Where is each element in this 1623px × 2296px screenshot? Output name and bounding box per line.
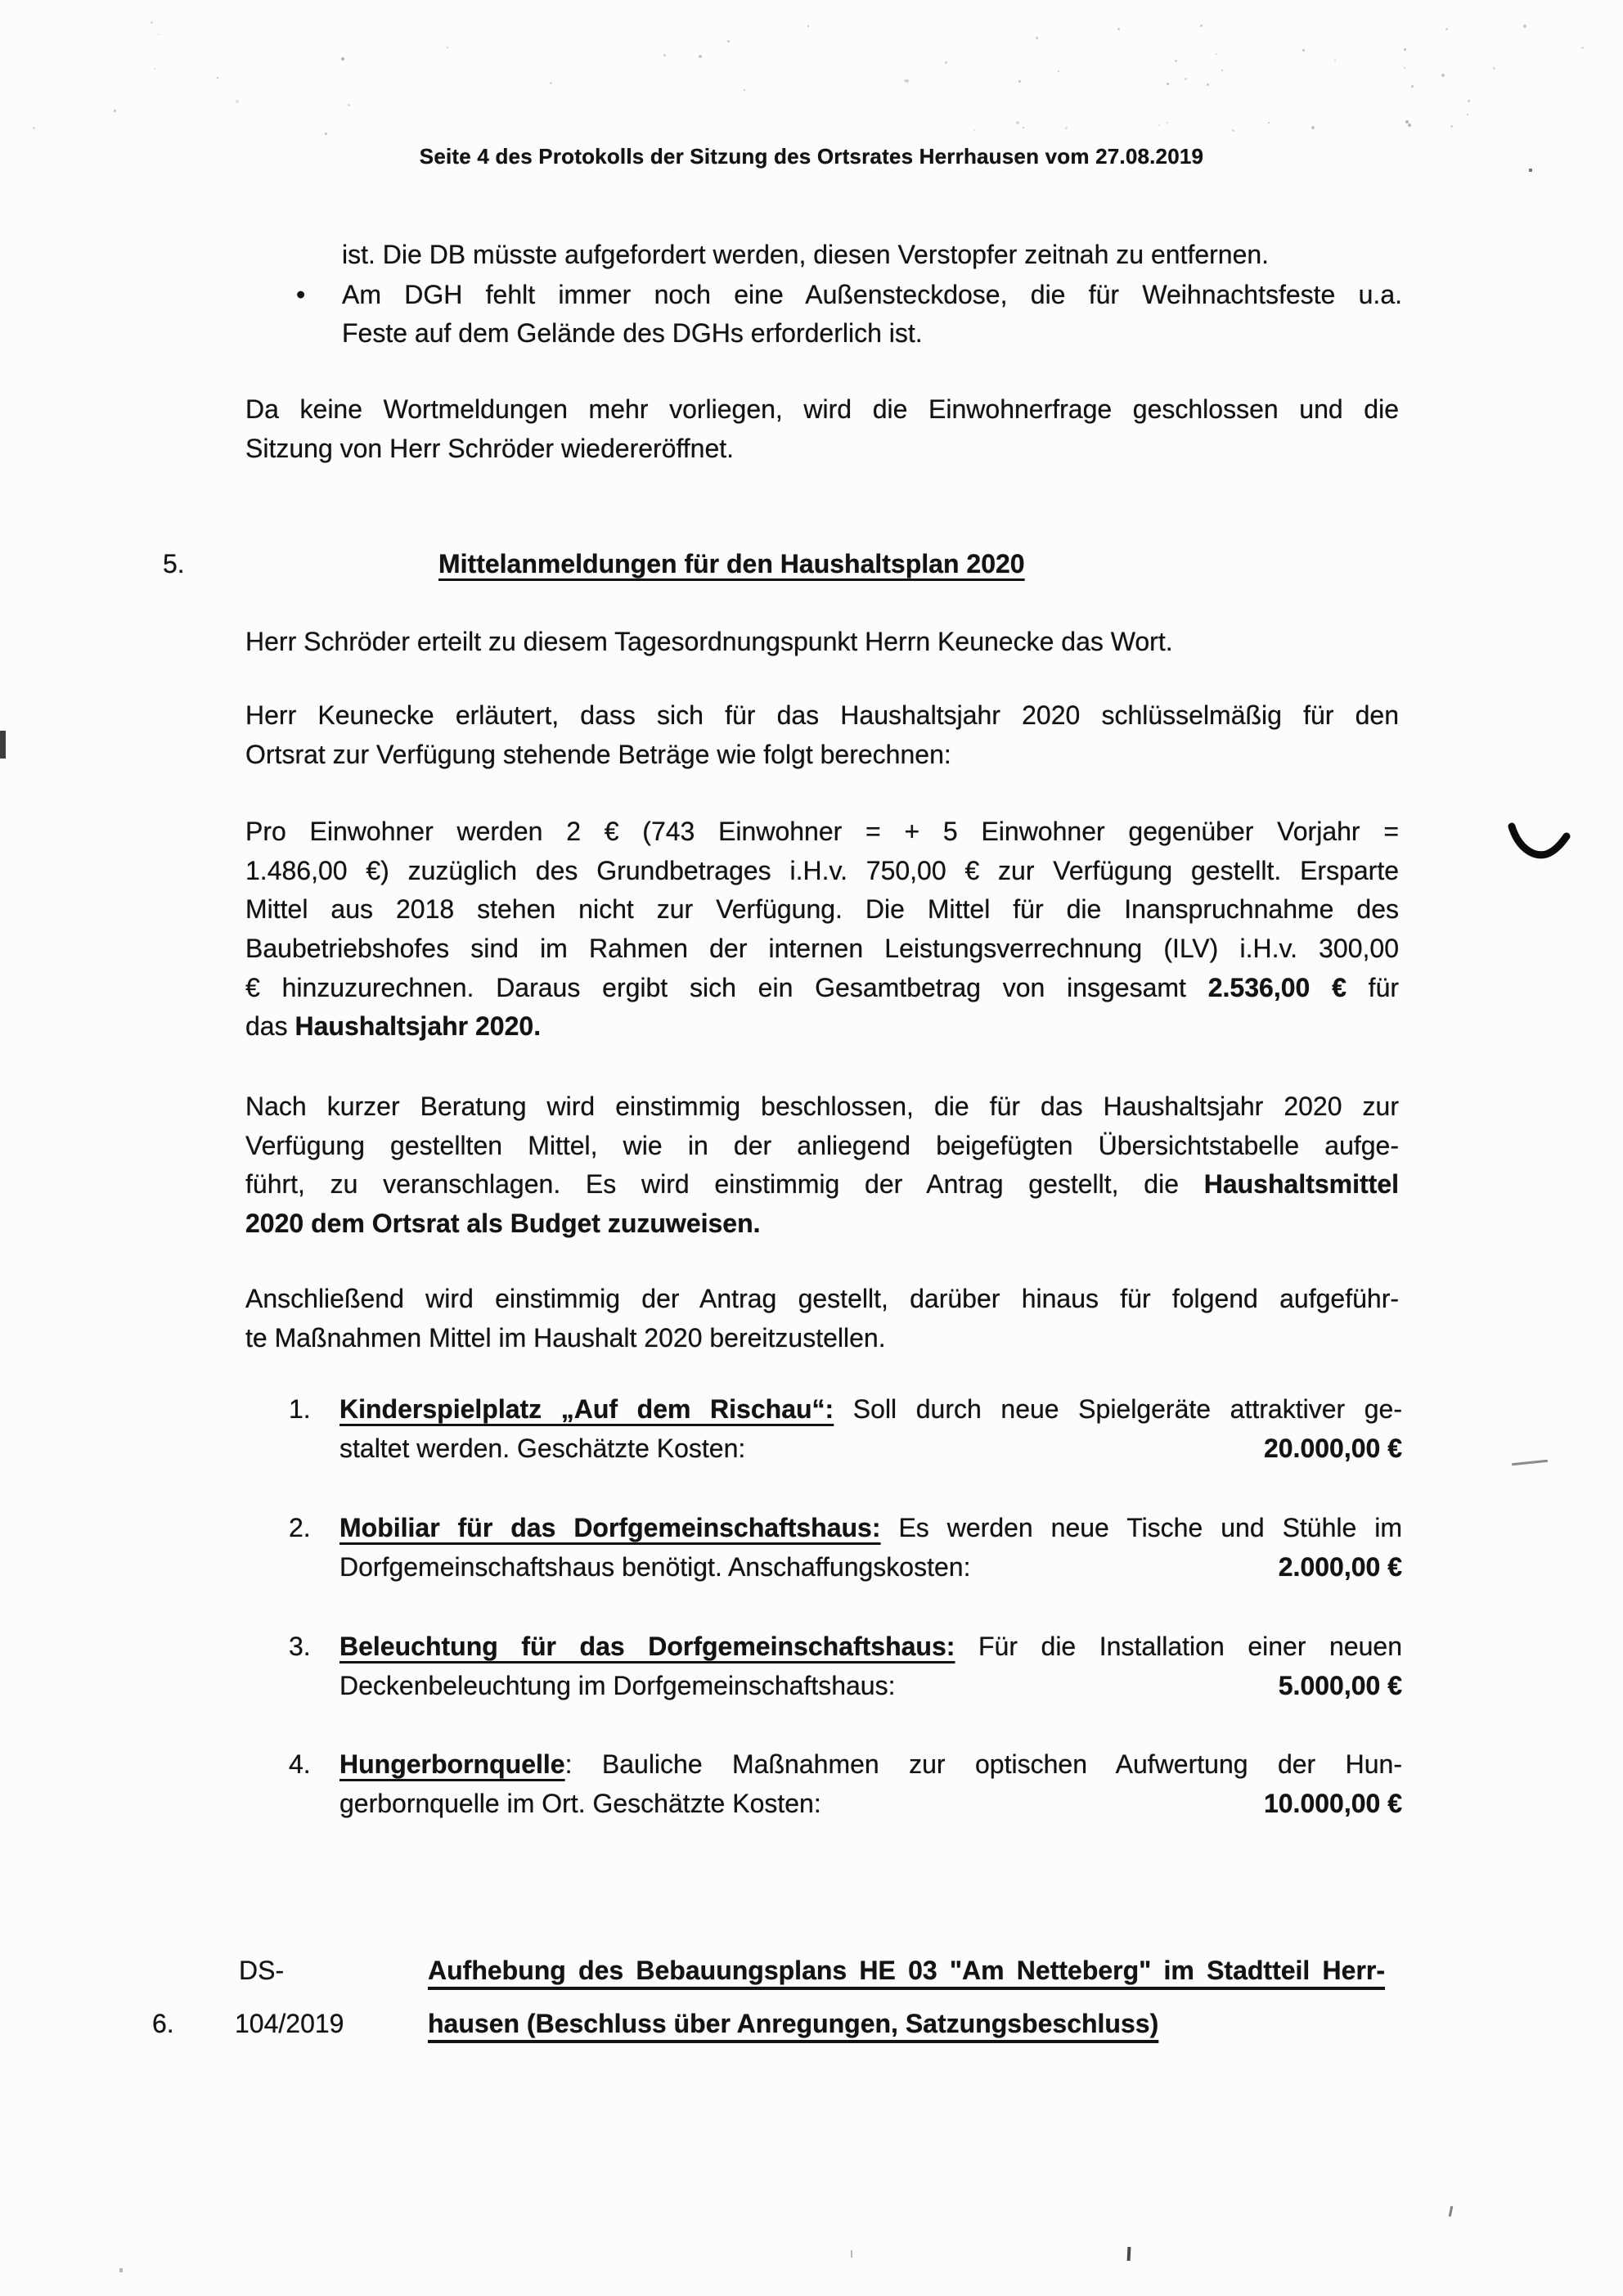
scan-noise-speck bbox=[1405, 120, 1409, 124]
item3-line2 bbox=[339, 1667, 1402, 1705]
beschluss-line4: 2020 dem Ortsrat als Budget zuzuweisen. bbox=[245, 1209, 761, 1238]
bullet-item-line2: Feste auf dem Gelände des DGHs erforderlich ist. bbox=[342, 318, 923, 348]
item3-line1 bbox=[339, 1627, 1402, 1666]
scan-noise-speck bbox=[1117, 28, 1120, 30]
bullet-item-line1: Am DGH fehlt immer noch eine Außensteckdose, die für Weihnachtsfeste u.a. bbox=[342, 280, 1402, 309]
scan-noise-speck bbox=[699, 55, 702, 58]
item1-rest: Soll durch neue Spielgeräte attraktiver ge- bbox=[834, 1394, 1402, 1424]
scan-noise-speck bbox=[33, 127, 35, 129]
beschluss-line1: Nach kurzer Beratung wird einstimmig beschlossen, die für das Haushaltsjahr 2020 zur bbox=[245, 1092, 1399, 1121]
section6-number: 6. bbox=[152, 2009, 174, 2038]
scan-noise-speck bbox=[1467, 114, 1468, 115]
item2-number: 2. bbox=[289, 1513, 311, 1542]
scan-noise-speck bbox=[348, 104, 350, 106]
scan-noise-speck bbox=[1441, 74, 1445, 77]
item2-line2-text: Dorfgemeinschaftshaus benötigt. Anschaffungskosten: bbox=[339, 1552, 971, 1582]
scan-noise-speck bbox=[1493, 67, 1495, 70]
item2-amount: 2.000,00 € bbox=[1278, 1552, 1402, 1582]
beschluss-line3 bbox=[245, 1165, 1399, 1204]
scan-noise-speck bbox=[807, 25, 809, 27]
scan-noise-speck bbox=[1408, 124, 1411, 127]
bullet-icon: • bbox=[296, 280, 306, 309]
closing-paragraph-line1: Da keine Wortmeldungen mehr vorliegen, wird die Einwohnerfrage geschlossen und die bbox=[245, 394, 1399, 424]
scan-noise-speck bbox=[236, 100, 239, 103]
left-edge-scan-mark bbox=[0, 731, 6, 759]
item3-line2-text: Deckenbeleuchtung im Dorfgemeinschaftshaus: bbox=[339, 1671, 896, 1700]
calc-line4: Baubetriebshofes sind im Rahmen der internen Leistungsverrechnung (ILV) i.H.v. 300,00 bbox=[245, 934, 1399, 963]
bullet-carryover-line: ist. Die DB müsste aufgefordert werden, diesen Verstopfer zeitnah zu entfernen. bbox=[342, 240, 1270, 269]
scan-noise-speck bbox=[1445, 28, 1448, 30]
item4-title: Hungerbornquelle bbox=[339, 1749, 565, 1779]
scan-noise-speck bbox=[1404, 48, 1406, 51]
calc-line3: Mittel aus 2018 stehen nicht zur Verfügung. Die Mittel für die Inanspruchnahme des bbox=[245, 894, 1399, 924]
section5-number: 5. bbox=[163, 549, 185, 579]
calc-line6-pre: das bbox=[245, 1011, 295, 1041]
scan-noise-speck bbox=[1221, 70, 1223, 71]
scan-noise-speck bbox=[1207, 83, 1209, 86]
scan-noise-speck bbox=[447, 47, 448, 48]
scan-noise-speck bbox=[158, 34, 160, 35]
scan-noise-speck bbox=[1158, 124, 1160, 126]
pencil-dash-mark bbox=[1512, 1460, 1548, 1466]
item3-amount: 5.000,00 € bbox=[1278, 1671, 1402, 1700]
section5-title: Mittelanmeldungen für den Haushaltsplan 2020 bbox=[438, 549, 1025, 579]
scan-noise-speck bbox=[1175, 60, 1177, 62]
item1-amount: 20.000,00 € bbox=[1263, 1434, 1402, 1463]
section6-title-line1: Aufhebung des Bebauungsplans HE 03 "Am Netteberg" im Stadtteil Herr- bbox=[428, 1956, 1385, 1985]
calc-line5 bbox=[245, 969, 1399, 1007]
calc-line2: 1.486,00 €) zuzüglich des Grundbetrages i.H.v. 750,00 € zur Verfügung gestellt. Ersparte bbox=[245, 856, 1399, 885]
scan-noise-speck bbox=[114, 110, 116, 112]
scan-noise-speck bbox=[1016, 121, 1019, 124]
scan-noise-speck bbox=[1167, 83, 1169, 85]
scan-noise-speck bbox=[341, 57, 344, 61]
section6-ds-number: 104/2019 bbox=[235, 2009, 344, 2038]
scan-noise-speck bbox=[1018, 80, 1021, 83]
scan-noise-speck bbox=[1311, 126, 1315, 129]
item4-line2 bbox=[339, 1785, 1402, 1823]
paragraph-erlaeutert-line1: Herr Keunecke erläutert, dass sich für das Haushaltsjahr 2020 schlüsselmäßig für den bbox=[245, 700, 1399, 730]
scan-noise-speck bbox=[1334, 60, 1336, 61]
item4-number: 4. bbox=[289, 1749, 311, 1779]
scan-noise-speck bbox=[1468, 100, 1470, 102]
scan-noise-speck bbox=[1232, 129, 1234, 132]
item1-line2-text: staltet werden. Geschätzte Kosten: bbox=[339, 1434, 746, 1463]
item1-line2 bbox=[339, 1429, 1402, 1468]
scan-noise-speck bbox=[550, 82, 552, 84]
header-scan-dot bbox=[1529, 169, 1532, 172]
scan-noise-speck bbox=[1581, 47, 1584, 49]
scan-noise-speck bbox=[663, 54, 666, 56]
scan-noise-speck bbox=[1216, 53, 1217, 55]
scan-noise-speck bbox=[325, 133, 327, 135]
section6-title-line2: hausen (Beschluss über Anregungen, Satzungsbeschluss) bbox=[428, 2009, 1159, 2038]
calc-line1: Pro Einwohner werden 2 € (743 Einwohner = + 5 Einwohner gegenüber Vorjahr = bbox=[245, 817, 1399, 846]
bottom-scan-mark-2 bbox=[1127, 2247, 1131, 2261]
calc-line5-amount: 2.536,00 € bbox=[1207, 973, 1347, 1002]
item4-rest: : Bauliche Maßnahmen zur optischen Aufwertung der Hun- bbox=[564, 1749, 1402, 1779]
scan-noise-speck bbox=[945, 61, 947, 64]
paragraph-erlaeutert-line2: Ortsrat zur Verfügung stehende Beträge wie folgt berechnen: bbox=[245, 740, 951, 769]
item2-rest: Es werden neue Tische und Stühle im bbox=[880, 1513, 1402, 1542]
scan-noise-speck bbox=[906, 79, 909, 83]
scan-noise-speck bbox=[1411, 85, 1414, 88]
page-header: Seite 4 des Protokolls der Sitzung des Ortsrates Herrhausen vom 27.08.2019 bbox=[419, 144, 1204, 169]
item2-line2 bbox=[339, 1548, 1402, 1587]
paragraph-wort: Herr Schröder erteilt zu diesem Tagesordnungspunkt Herrn Keunecke das Wort. bbox=[245, 627, 1173, 656]
scan-noise-speck bbox=[1065, 127, 1068, 129]
scan-noise-speck bbox=[744, 89, 745, 91]
item4-line1 bbox=[339, 1745, 1402, 1784]
bottom-scan-mark-3 bbox=[851, 2250, 852, 2258]
calc-line6 bbox=[245, 1007, 1399, 1046]
calc-line5-post: für bbox=[1346, 973, 1399, 1002]
scan-noise-speck bbox=[1450, 125, 1453, 128]
scan-noise-speck bbox=[727, 40, 730, 43]
scan-noise-speck bbox=[1302, 49, 1305, 52]
calc-line5-pre: € hinzuzurechnen. Daraus ergibt sich ein Gesamtbetrag von insgesamt bbox=[245, 973, 1208, 1002]
item3-number: 3. bbox=[289, 1632, 311, 1661]
antrag-line2: te Maßnahmen Mittel im Haushalt 2020 bereitzustellen. bbox=[245, 1323, 886, 1353]
bottom-scan-mark-1 bbox=[1449, 2206, 1454, 2217]
scan-noise-speck bbox=[1404, 67, 1405, 69]
scan-noise-speck bbox=[1036, 37, 1038, 39]
item4-amount: 10.000,00 € bbox=[1263, 1789, 1402, 1818]
scan-noise-speck bbox=[1200, 25, 1203, 27]
item3-title: Beleuchtung für das Dorfgemeinschaftshaus: bbox=[339, 1632, 955, 1661]
scan-noise-speck bbox=[151, 21, 153, 24]
bottom-scan-mark-4 bbox=[119, 2268, 123, 2272]
scan-noise-speck bbox=[1023, 127, 1024, 128]
closing-paragraph-line2: Sitzung von Herr Schröder wiedereröffnet. bbox=[245, 434, 735, 463]
scan-noise-speck bbox=[1058, 70, 1059, 72]
beschluss-line2: Verfügung gestellten Mittel, wie in der anliegend beigefügten Übersichtstabelle aufge- bbox=[245, 1131, 1399, 1160]
item1-line1 bbox=[339, 1390, 1402, 1429]
item3-rest: Für die Installation einer neuen bbox=[955, 1632, 1402, 1661]
scan-noise-speck bbox=[1185, 78, 1187, 80]
beschluss-line3-bold: Haushaltsmittel bbox=[1203, 1169, 1399, 1199]
item2-line1 bbox=[339, 1509, 1402, 1547]
scan-noise-speck bbox=[1523, 25, 1526, 28]
antrag-line1: Anschließend wird einstimmig der Antrag gestellt, darüber hinaus für folgend aufgeführ- bbox=[245, 1284, 1399, 1313]
calc-line6-bold: Haushaltsjahr 2020. bbox=[294, 1011, 542, 1041]
scan-noise-speck bbox=[1268, 122, 1270, 124]
item1-number: 1. bbox=[289, 1394, 311, 1424]
item2-title: Mobiliar für das Dorfgemeinschaftshaus: bbox=[339, 1513, 881, 1542]
handwritten-check-icon bbox=[1505, 818, 1572, 867]
beschluss-line3-pre: führt, zu veranschlagen. Es wird einstimmig der Antrag gestellt, die bbox=[245, 1169, 1204, 1199]
scan-noise-speck bbox=[217, 77, 218, 79]
scan-noise-speck bbox=[973, 129, 975, 131]
item1-title: Kinderspielplatz „Auf dem Rischau“: bbox=[339, 1394, 834, 1424]
item4-line2-text: gerbornquelle im Ort. Geschätzte Kosten: bbox=[339, 1789, 821, 1818]
section6-ds-prefix: DS- bbox=[239, 1956, 285, 1985]
scan-noise-speck bbox=[1167, 122, 1168, 124]
scan-noise-speck bbox=[154, 68, 155, 70]
